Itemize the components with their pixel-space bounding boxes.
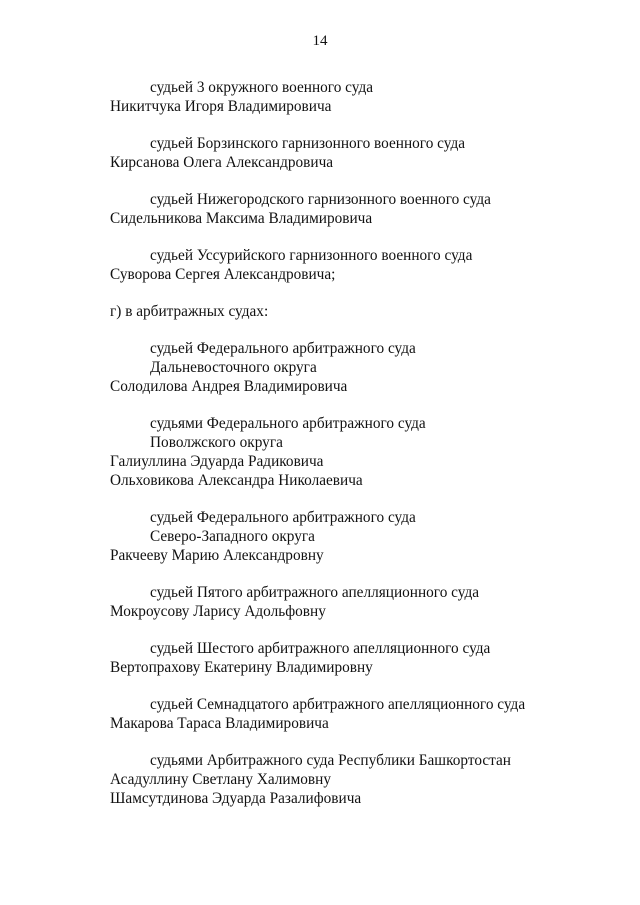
person-name: Ольховикова Александра Николаевича <box>110 472 363 489</box>
court-line: Поволжского округа <box>150 434 283 451</box>
court-line: судьей Семнадцатого арбитражного апелляционного суда <box>150 696 526 713</box>
person-name: Никитчука Игоря Владимировича <box>110 98 332 115</box>
court-line: Дальневосточного округа <box>150 359 317 376</box>
appointment-entry <box>110 751 610 808</box>
appointment-entry <box>110 190 610 228</box>
appointment-entry <box>110 695 610 733</box>
appointment-entry <box>110 508 610 565</box>
person-name: Мокроусову Ларису Адольфовну <box>110 603 326 620</box>
court-line: Северо-Западного округа <box>150 528 315 545</box>
person-name: Ракчееву Марию Александровну <box>110 547 324 564</box>
court-line: судьей 3 окружного военного суда <box>150 79 374 96</box>
section-heading <box>110 302 610 321</box>
person-name: Вертопрахову Екатерину Владимировну <box>110 659 373 676</box>
person-name: Кирсанова Олега Александровича <box>110 154 334 171</box>
court-line: судьей Пятого арбитражного апелляционного суда <box>150 584 480 601</box>
court-line: судьей Федерального арбитражного суда <box>150 509 416 526</box>
person-name: Асадуллину Светлану Халимовну <box>110 771 331 788</box>
person-name: Галиуллина Эдуарда Радиковича <box>110 453 324 470</box>
section-heading-text: г) в арбитражных судах: <box>110 303 269 320</box>
appointment-entry <box>110 339 610 396</box>
appointment-entry <box>110 414 610 490</box>
appointment-entry <box>110 78 610 116</box>
person-name: Шамсутдинова Эдуарда Разалифовича <box>110 790 362 807</box>
person-name: Сидельникова Максима Владимировича <box>110 210 373 227</box>
court-line: судьями Арбитражного суда Республики Башкортостан <box>150 752 511 769</box>
page-number: 14 <box>312 33 328 49</box>
appointment-entry <box>110 583 610 621</box>
appointment-entry <box>110 134 610 172</box>
court-line: судьей Федерального арбитражного суда <box>150 340 416 357</box>
person-name: Макарова Тараса Владимировича <box>110 715 329 732</box>
court-line: судьей Нижегородского гарнизонного военного суда <box>150 191 491 208</box>
court-line: судьей Уссурийского гарнизонного военного суда <box>150 247 473 264</box>
court-line: судьями Федерального арбитражного суда <box>150 415 426 432</box>
document-body <box>110 78 610 808</box>
court-line: судьей Шестого арбитражного апелляционного суда <box>150 640 491 657</box>
appointment-entry <box>110 639 610 677</box>
appointment-entry <box>110 246 610 284</box>
person-name: Солодилова Андрея Владимировича <box>110 378 348 395</box>
person-name: Суворова Сергея Александровича; <box>110 266 336 283</box>
court-line: судьей Борзинского гарнизонного военного суда <box>150 135 466 152</box>
